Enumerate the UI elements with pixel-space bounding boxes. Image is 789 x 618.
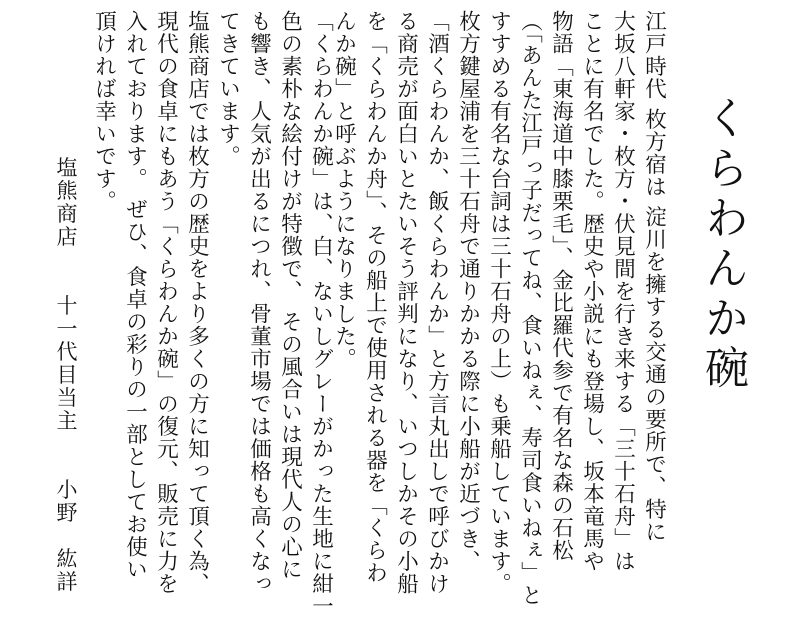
- text-column: 現代の食卓にもあう「くらわんか碗」の復元、販売に力を: [153, 10, 179, 595]
- text-column: 枚方鍵屋浦を三十石舟で通りかかる際に小船が近づき、: [455, 10, 481, 573]
- signature-title: 十一代目当主: [54, 294, 78, 433]
- text-column: 「酒くらわんか、飯くらわんか」と方言丸出しで呼びかけ: [424, 10, 450, 595]
- text-column: も響き、人気が出るにつれ、骨董市場では価格も高くなっ: [246, 10, 272, 595]
- text-column: （「あんた江戸っ子だってね、食いねぇ、寿司食いねぇ」と: [517, 10, 543, 607]
- text-column: 塩熊商店では枚方の歴史をより多くの方に知って頂く為、: [184, 10, 210, 595]
- text-column: ことに有名でした。歴史や小説にも登場し、坂本竜馬や: [579, 10, 605, 573]
- text-column: 頂ければ幸いです。: [91, 10, 117, 213]
- document-title: くらわんか碗: [697, 95, 748, 395]
- text-column: んか碗」と呼ぶようになりました。: [331, 10, 357, 370]
- text-column: 入れております。 ぜひ、食卓の彩りの一部としてお使い: [122, 10, 148, 581]
- text-column: てきています。: [215, 10, 241, 168]
- text-column: 「くらわんか碗」は、白、ないしグレーがかった生地に紺一: [308, 10, 334, 618]
- text-column: 物語「東海道中膝栗毛」、金比羅代参で有名な森の石松: [548, 10, 574, 562]
- text-column: る商売が面白いとたいそう評判になり、いつしかその小船: [393, 10, 419, 595]
- text-column: を「くらわんか舟」、その船上で使用される器を「くらわ: [362, 10, 388, 585]
- text-column: すすめる有名な台詞は三十石舟の上）も乗船しています。: [486, 10, 512, 595]
- signature-block: [34, 122, 97, 594]
- text-column: 大坂八軒家・枚方・伏見間を行き来する「三十石舟」は: [610, 10, 636, 573]
- signature-store: 塩熊商店: [54, 156, 78, 249]
- signature-name: 小野 紘詳: [54, 478, 78, 594]
- text-column: 色の素朴な絵付けが特徴で、 その風合いは現代人の心に: [277, 10, 303, 581]
- text-column: 江戸時代 枚方宿は 淀川を擁する交通の要所で、特に: [641, 10, 667, 544]
